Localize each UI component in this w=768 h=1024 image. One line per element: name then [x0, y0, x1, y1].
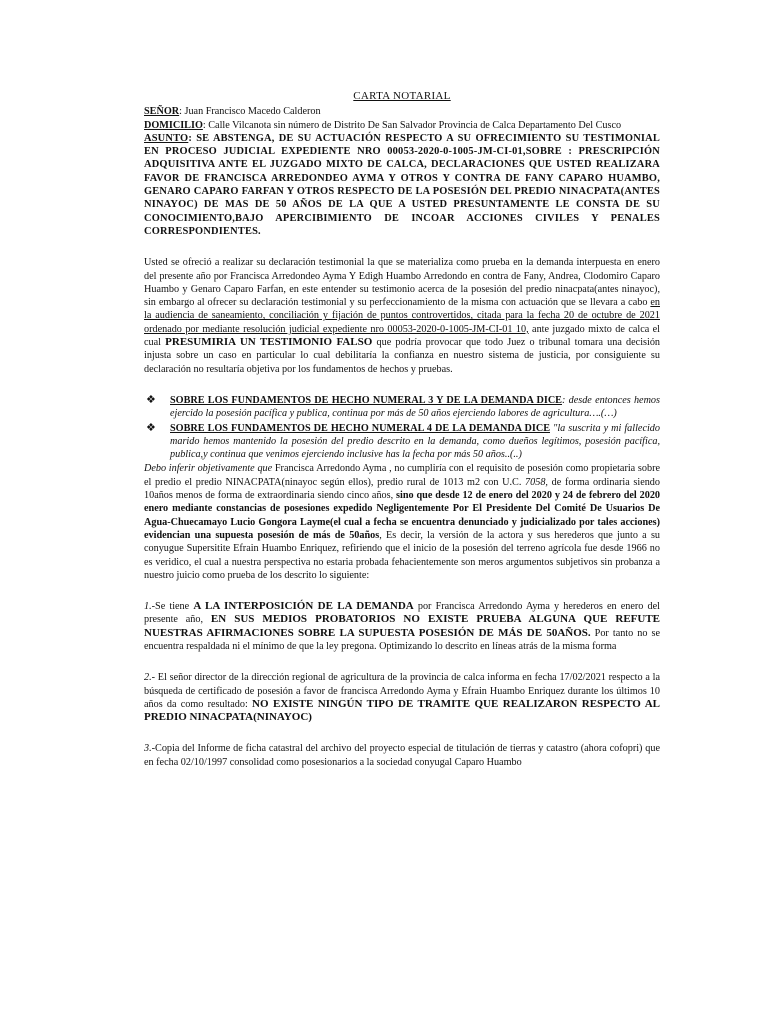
claims-list	[144, 394, 660, 461]
address-line	[144, 119, 660, 132]
recipient-line	[144, 105, 660, 118]
subject-text: : SE ABSTENGA, DE SU ACTUACIÓN RESPECTO A SU OFRECIMIENTO SU TESTIMONIAL EN PROCESO JUDICIAL EXPEDIENTE NRO 00053-2020-0-1005-JM-CI-01,SOBRE : PRESCRIPCIÓN ADQUISITIVA ANTE EL JUZGADO MIXTO DE CALCA, DECLARACIONES QUE USTED REALIZARA FAVOR DE FRANCISCA ARREDONDEO AYMA Y OTROS Y CONTRA DE FANY CAPARO HUAMBO, GENARO CAPARO FARFAN Y OTROS RESPECTO DE LA POSESIÓN DEL PREDIO NINACPATA(ANTES NINAYOC) DE MAS DE 50 AÑOS DE LA QUE A USTED PRESUNTAMENTE LE CONSTA DE SU CONOCIMIENTO,BAJO APERCIBIMIENTO DE INCOAR ACCIONES CIVILES Y PENALES CORRESPONDIENTES.	[144, 132, 660, 237]
evidence-item-3	[144, 742, 660, 769]
subject-label: ASUNTO	[144, 132, 189, 144]
p1-false-testimony: PRESUMIRIA UN TESTIMONIO FALSO	[165, 336, 373, 349]
p2-text-d: de forma ordinaria siendo 10años menos de forma de extraordinaria siendo cinco años,	[144, 476, 660, 502]
item1-text-a: Se tiene	[155, 601, 194, 613]
item1-text-e: Por tanto no se encuentra respaldada ni el mínimo de que la ley pregona. Optimizando lo descrito en líneas atrás de la misma forma	[144, 627, 660, 652]
p2-text-e: sino que desde 12 de enero del 2020 y 24 de febrero del 2020 enero mediante constancias de posesiones expedido Negligentemente Por El Presidente Del Comité De Usuarios De Agua-Chuecamayo Lucio Gongora Layme(el cual a fecha se encuentra denunciado y judicializado por tales acciones) evidencian una supuesta posesión de más de 50años	[144, 490, 661, 541]
address-value: : Calle Vilcanota sin número de Distrito De San Salvador Provincia de Calca Departamento Del Cusco	[202, 119, 622, 131]
paragraph-inference	[144, 462, 660, 582]
paragraph-testimony	[144, 256, 660, 376]
item1-text-d: EN SUS MEDIOS PROBATORIOS NO EXISTE PRUEBA ALGUNA QUE REFUTE NUESTRAS AFIRMACIONES SOBRE LA SUPUESTA POSESIÓN DE MÁS DE 50AÑOS.	[144, 613, 661, 639]
evidence-item-2	[144, 671, 660, 724]
p2-text-a: Debo inferir objetivamente que	[144, 463, 273, 475]
subject-block	[144, 132, 660, 238]
evidence-item-1	[144, 600, 660, 653]
bullet-heading: SOBRE LOS FUNDAMENTOS DE HECHO NUMERAL 3 Y DE LA DEMANDA DICE	[170, 394, 562, 406]
item1-text-b: A LA INTERPOSICIÓN DE LA DEMANDA	[193, 600, 414, 613]
item-number: 1.-	[144, 601, 156, 613]
p2-text-f: , Es decir, la versión de la actora y sus herederos que junto a su conyugue Supersitite Efrain Huambo Enriquez, refiriendo que el inicio de la posesión del terreno agrícola fue desde 1966 no es veridico, el cual a nuestra perspectiva no estaria probada fehacientemente son meros argumentos subjetivos sin probanza a nuestro juicio como prueba de los descrito lo siguiente:	[144, 529, 661, 581]
diamond-bullet-icon: ❖	[146, 393, 156, 406]
address-label: DOMICILIO	[144, 119, 203, 131]
p2-text-c: 7058,	[525, 476, 548, 488]
p1-text-c: ante juzgado mixto de calca el cual	[144, 323, 660, 349]
p1-hearing-underlined: en la audiencia de saneamiento, conciliación y fijación de puntos controvertidos, citada para la fecha 20 de octubre de 2021 ordenado por mediante resolución judicial expediente nro 00053-2020-0-1005-JM-CI-01 10,	[144, 297, 660, 335]
bullet-quote: "la suscrita y mi fallecido marido hemos mantenido la posesión del predio descrito en la demanda, como dueños legítimos, posesión pacífica, publica,y continua que venimos ejerciendo inclusive has la fecha por más 50 años..(..)	[170, 422, 660, 461]
bullet-quote: : desde entonces hemos ejercido la posesión pacífica y publica, continua por más de 50 años ejerciendo labores de agricultura….(…)	[170, 394, 660, 420]
p2-text-b: Francisca Arredondo Ayma , no cumpliría con el requisito de posesión como propietaria sobre el predio el predio NINACPATA(ninayoc según ellos), predio rural de 1013 m2 con U.C.	[144, 463, 660, 488]
list-item	[144, 422, 660, 462]
page-title: CARTA NOTARIAL	[353, 90, 451, 102]
p1-text-d: que podría provocar que todo Juez o tribunal tomara una decisión injusta sobre un caso en particular lo cual debilitaría la confianza en nuestro sistema de justicia, por consiguiente su declaración no resultaría objetiva por los fundamentos de hechos y pruebas.	[144, 337, 661, 375]
p1-text-a: Usted se ofreció a realizar su declaración testimonial la que se materializa como prueba en la demanda interpuesta en enero del presente año por Francisca Arredondeo Ayma Y Edigh Huambo Arredondo en contra de Fany, Andrea, Clodomiro Caparo Huambo y Genaro Caparo Farfan, en este entender su testimonio acerca de la posesión del predio ninacpata(antes ninayoc), sin embargo al ofrecer su declaración testimonial y su perfeccionamiento de la misma con actuación que se llevara a cabo	[144, 257, 660, 309]
item3-text-a: Copia del Informe de ficha catastral del archivo del proyecto especial de titulación de tierras y catastro (ahora cofopri) que en fecha 02/10/1997 consolidad como posesionarios a la sociedad conyugal Caparo Huambo	[144, 743, 660, 768]
bullet-heading: SOBRE LOS FUNDAMENTOS DE HECHO NUMERAL 4 DE LA DEMANDA DICE	[170, 422, 550, 434]
item2-text-b: NO EXISTE NINGÚN TIPO DE TRAMITE QUE REALIZARON RESPECTO AL PREDIO NINACPATA(NINAYOC)	[144, 697, 660, 724]
recipient-value: : Juan Francisco Macedo Calderon	[179, 106, 321, 118]
item1-text-c: por Francisca Arredondo Ayma y herederos en enero del presente año,	[144, 601, 660, 626]
item2-text-a: El señor director de la dirección regional de agricultura de la provincia de calca informa en fecha 17/02/2021 respecto a la búsqueda de certificado de posesión a favor de francisca Arredondo Ayma y Efrain Huambo Enriquez durante los últimos 10 años da como resultado:	[144, 672, 660, 710]
diamond-bullet-icon: ❖	[146, 421, 156, 434]
document-page	[144, 90, 660, 769]
recipient-label: SEÑOR	[144, 106, 180, 118]
item-number: 2.-	[144, 672, 156, 684]
item-number: 3.-	[144, 743, 156, 755]
list-item	[144, 394, 660, 421]
